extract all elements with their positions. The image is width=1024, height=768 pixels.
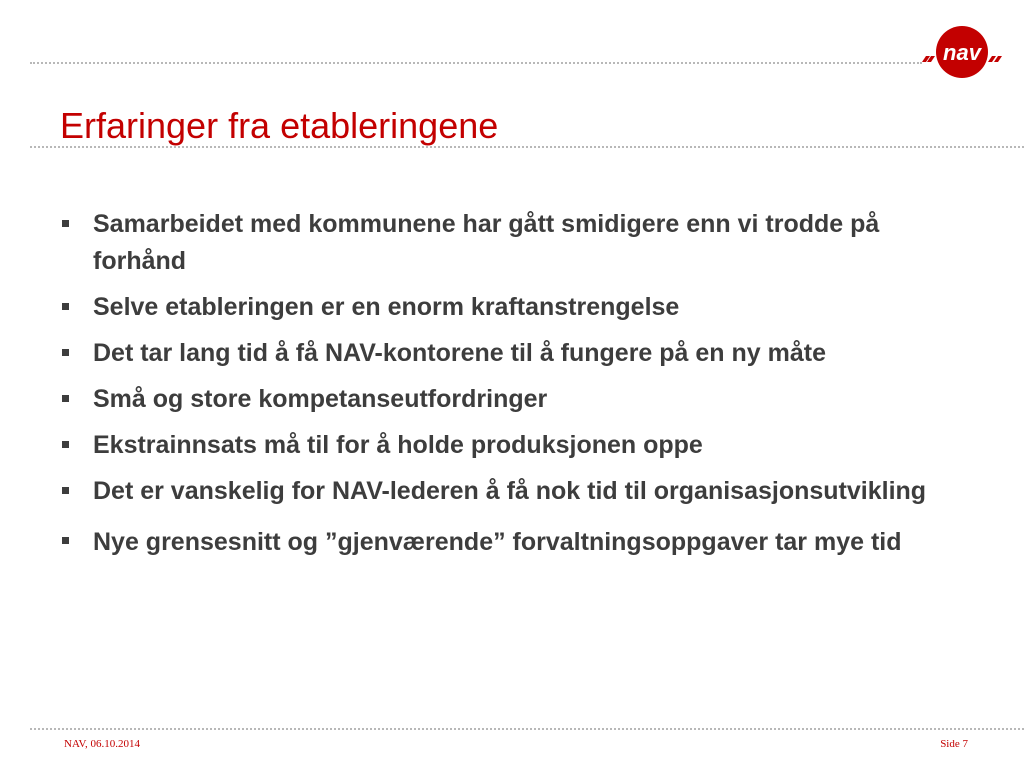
- footer-dotted-divider: [30, 728, 1024, 730]
- square-bullet-icon: [62, 349, 69, 356]
- square-bullet-icon: [62, 487, 69, 494]
- svg-text:nav: nav: [943, 40, 981, 65]
- footer-date: NAV, 06.10.2014: [64, 738, 140, 750]
- square-bullet-icon: [62, 441, 69, 448]
- bullet-text: Nye grensesnitt og ”gjenværende” forvaltningsoppgaver tar mye tid: [93, 528, 902, 556]
- bullet-text: Små og store kompetanseutfordringer: [93, 385, 548, 413]
- bullet-item: [60, 473, 960, 510]
- nav-logo: [922, 24, 1008, 80]
- bullet-item: [60, 381, 960, 418]
- bullet-item: [60, 206, 960, 280]
- page-number: Side 7: [940, 738, 968, 750]
- square-bullet-icon: [62, 220, 69, 227]
- bullet-text: Det tar lang tid å få NAV-kontorene til å fungere på en ny måte: [93, 339, 827, 367]
- title-dotted-divider: [30, 146, 1024, 148]
- bullet-item: [60, 519, 960, 565]
- bullet-item: [60, 335, 960, 372]
- square-bullet-icon: [62, 537, 69, 544]
- slide-title: Erfaringer fra etableringene: [60, 105, 499, 146]
- bullet-item: [60, 427, 960, 464]
- square-bullet-icon: [62, 395, 69, 402]
- bullet-item: [60, 289, 960, 326]
- bullet-text: Selve etableringen er en enorm kraftanstrengelse: [93, 293, 680, 321]
- bullet-text: Det er vanskelig for NAV-lederen å få nok tid til organisasjonsutvikling: [93, 477, 927, 505]
- bullet-text: Ekstrainnsats må til for å holde produksjonen oppe: [93, 431, 703, 459]
- square-bullet-icon: [62, 303, 69, 310]
- top-dotted-divider: [30, 62, 922, 64]
- bullet-text: Samarbeidet med kommunene har gått smidigere enn vi trodde på forhånd: [93, 210, 880, 275]
- bullet-list: [60, 206, 960, 574]
